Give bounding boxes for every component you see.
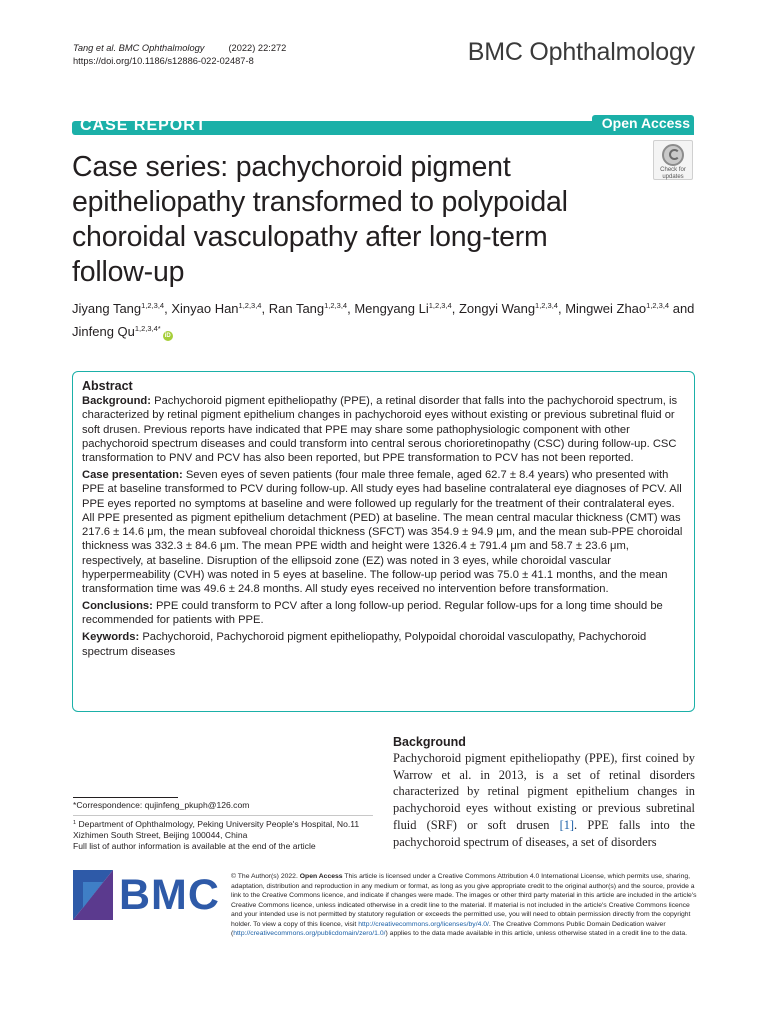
author-affil: 1,2,3,4* [134, 324, 161, 333]
author-name[interactable]: Mingwei Zhao [565, 301, 647, 316]
cc0-link[interactable]: http://creativecommons.org/publicdomain/zero/1.0/ [233, 930, 386, 938]
author-affil: 1,2,3,4 [646, 301, 670, 310]
open-access-bold: Open Access [299, 873, 343, 880]
affiliation-note: $^1$ Department of Ophthalmology, Peking University People's Hospital, No.11 Xizhimen South Street, Beijing 100044, China Full list of author information is available at the end of the article [73, 818, 373, 851]
author-affil: 1,2,3,4 [324, 301, 348, 310]
footnote-divider [73, 815, 373, 816]
bmc-logo[interactable] [73, 870, 220, 920]
doi-link[interactable]: https://doi.org/10.1186/s12886-022-02487-8 [73, 56, 254, 66]
article-type: CASE REPORT [80, 117, 207, 134]
author-name[interactable]: Jinfeng Qu [72, 324, 135, 339]
footnote-rule [73, 797, 178, 798]
article-type-banner [72, 115, 694, 135]
full-author-info-note: Full list of author information is available at the end of the article [73, 840, 316, 851]
citation-authors: Tang et al. BMC Ophthalmology [73, 43, 205, 53]
author-name[interactable]: Jiyang Tang [72, 301, 142, 316]
background-paragraph: Pachychoroid pigment epitheliopathy (PPE), first coined by Warrow et al. in 2013, is a set of retinal disorders characterized by retinal pigment epithelium changes in pachychoroid eyes without existing or previous subretinal fluid (SRF) or soft drusen [1]. PPE falls into the pachychoroid spectrum of diseases, a set of disorders [393, 751, 695, 849]
author-affil: 1,2,3,4 [428, 301, 452, 310]
author-affil: 1,2,3,4 [141, 301, 165, 310]
license-text: © The Author(s) 2022. Open Access This article is licensed under a Creative Commons Attribution 4.0 International License, which permits use, sharing, adaptation, distribution and reproduction in any medium or format, as long as you give appropriate credit to the original author(s) and the source, provide a link to the Creative Commons licence, and indicate if changes were made. The images or other third party material in this article are included in the article's Creative Commons licence, unless indicated otherwise in a credit line to the material. If material is not included in the article's Creative Commons licence and your intended use is not permitted by statutory regulation or exceeds the permitted use, you will need to obtain permission directly from the copyright holder. To view a copy of this licence, visit http://creativecommons.org/licenses/by/4.0/. The Creative Commons Public Domain Dedication waiver (http://creativecommons.org/publicdomain/zero/1.0/) applies to the data made available in this article, unless otherwise stated in a credit line to the data. [231, 873, 697, 938]
author-name[interactable]: Mengyang Li [354, 301, 429, 316]
section-heading-background: Background [393, 735, 466, 749]
abstract-heading: Abstract [82, 379, 133, 393]
open-access-label: Open Access [601, 115, 690, 131]
journal-name[interactable]: BMC Ophthalmology [467, 38, 695, 66]
check-updates-label: Check for updates [660, 167, 686, 180]
check-updates-icon [662, 144, 684, 166]
abstract-conclusions: Conclusions: PPE could transform to PCV after a long follow-up period. Regular follow-ups for a long time should be recommended for patients with PPE. [82, 600, 663, 627]
check-for-updates-button[interactable] [653, 140, 693, 180]
author-affil: 1,2,3,4 [535, 301, 558, 310]
license-link[interactable]: http://creativecommons.org/licenses/by/4.0/ [358, 920, 489, 928]
abstract-box [72, 371, 695, 712]
abstract-case-presentation: Case presentation: Seven eyes of seven patients (four male three female, aged 62.7 ± 8.4 years) who presented with PPE at baseline transformed to PCV during follow-up. All study eyes had baseline contralateral eye diagnoses of PCV. All PPE eyes reported no symptoms at baseline and were followed up regularly for the treatment of their contralateral eyes. All PPE presented as pigment epithelium detachment (PED) at baseline. The mean central macular thickness (CMT) was 217.6 ± 14.6 μm, the mean subfoveal choroidal thickness (SFCT) was 354.9 ± 94.9 μm, and the mean sub-PPE choroidal thickness was 332.3 ± 84.6 μm. The mean PPE width and height were 1326.4 ± 791.4 μm and 58.7 ± 23.6 μm, respectively, at baseline. Disruption of the ellipsoid zone (EZ) was noted in 3 eyes, while choroidal vascular hyperpermeability (CVH) was noted in 5 eyes at baseline. The follow-up period was 75.0 ± 41.1 months, and the mean transformation time was 49.6 ± 24.8 months. All study eyes received no intervention before transformation. [82, 468, 683, 596]
bmc-logo-text: BMC [119, 871, 220, 919]
abstract-keywords: Keywords: Pachychoroid, Pachychoroid pigment epitheliopathy, Polypoidal choroidal vasculopathy, Pachychoroid spectrum diseases [82, 631, 647, 658]
citation-year: (2022) 22:272 [228, 43, 287, 53]
article-title: Case series: pachychoroid pigment epitheliopathy transformed to polypoidal choroidal vasculopathy after long-term follow-up [72, 151, 568, 288]
author-name[interactable]: Xinyao Han [171, 301, 239, 316]
orcid-icon[interactable]: iD [164, 333, 171, 339]
author-name[interactable]: Zongyi Wang [458, 301, 536, 316]
author-name[interactable]: Ran Tang [268, 301, 325, 316]
abstract-background: Background: Pachychoroid pigment epitheliopathy (PPE), a retinal disorder that falls into the pachychoroid spectrum, is characterized by retinal pigment epithelium changes in pachychoroid eyes without existing or previous subretinal fluid or soft drusen. Previous reports have indicated that PPE may share some pathophysiologic component with other pachychoroid spectrum diseases and could transform into central serous chorioretinopathy (CSC) during follow-up. CSC transformation to PNV and PCV has also been reported, but PPE transformation to PCV has not been reported. [82, 395, 678, 465]
author-list: Jiyang Tang$^{1,2,3,4}$, Xinyao Han$^{1,2,3,4}$, Ran Tang$^{1,2,3,4}$, Mengyang Li$^{1,2,3,4}$, Zongyi Wang$^{1,2,3,4}$, Mingwei Zhao$^{1,2,3,4}$ and Jinfeng $Qu^{1,2,3,4*}iD$ [72, 301, 695, 339]
correspondence-note: *Correspondence: qujinfeng_pkuph@126.com [73, 800, 250, 810]
bmc-logo-icon [73, 870, 113, 920]
reference-link[interactable]: [1] [559, 817, 575, 832]
citation-header [73, 42, 286, 68]
author-conjunction: and [672, 301, 695, 316]
author-affil: 1,2,3,4 [238, 301, 262, 310]
